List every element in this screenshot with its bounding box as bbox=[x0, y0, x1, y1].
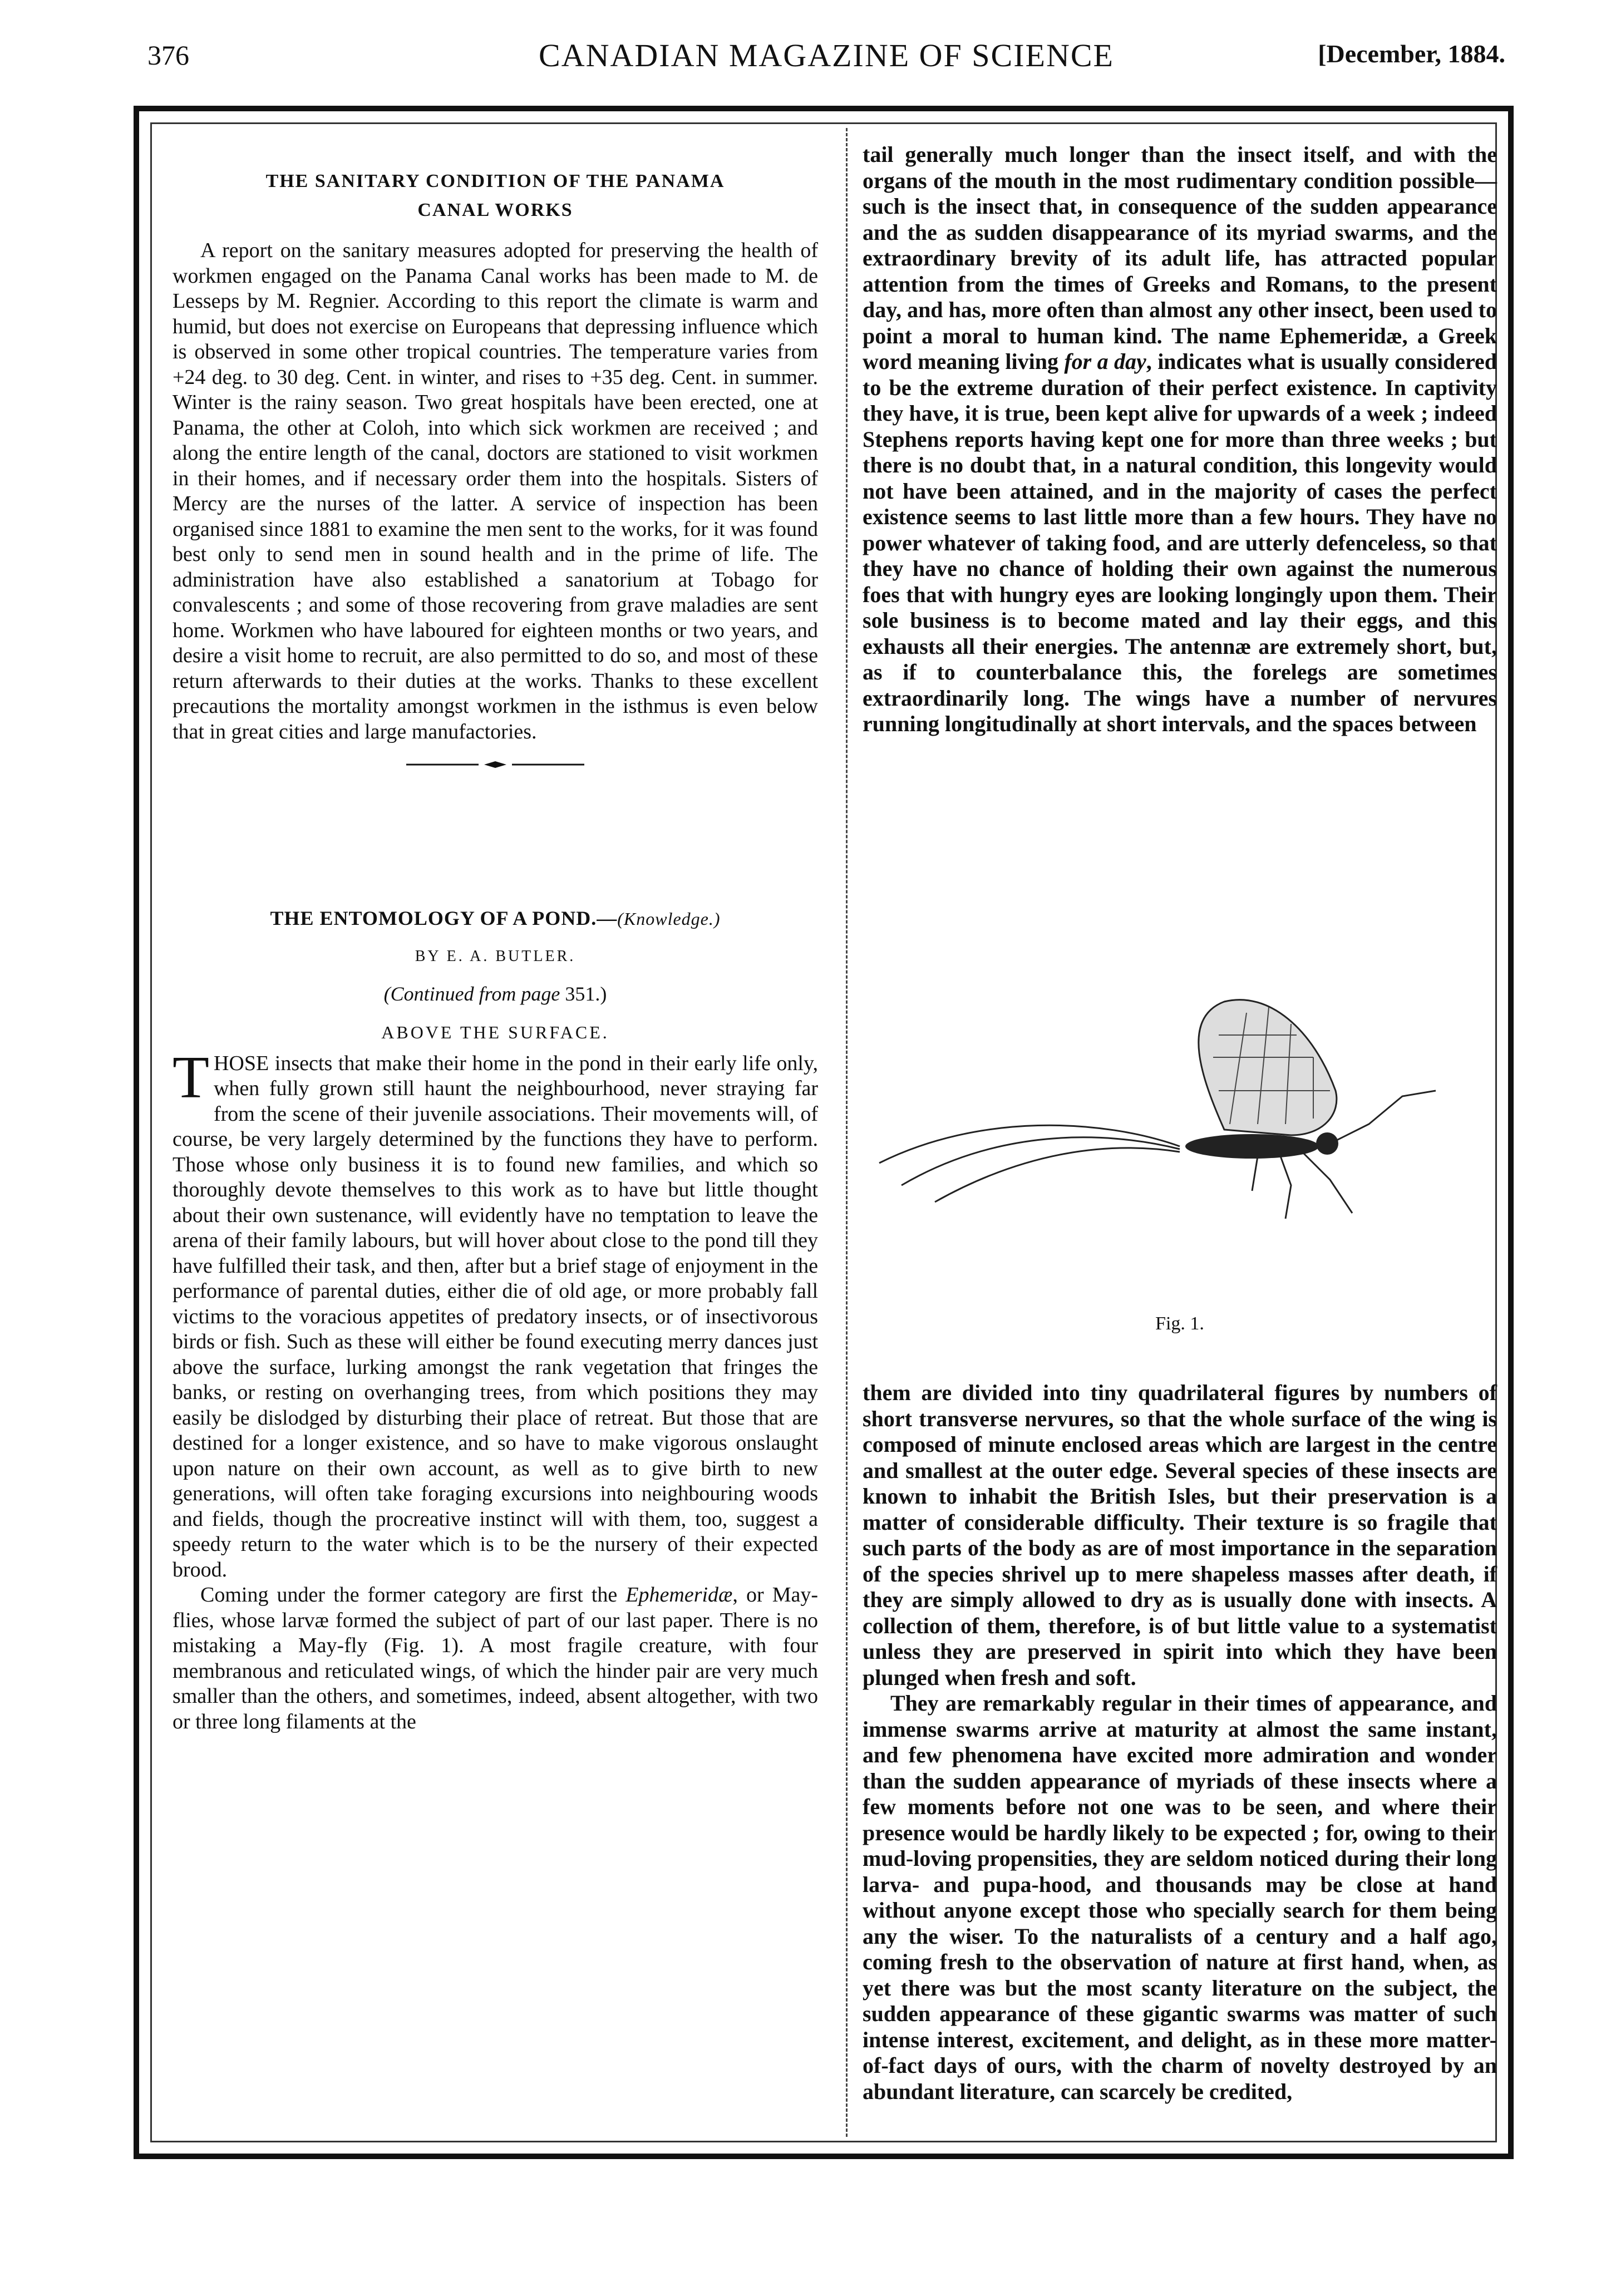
ornament-rule bbox=[406, 759, 584, 770]
section-ornament bbox=[173, 752, 818, 778]
article2-byline: BY E. A. BUTLER. bbox=[415, 948, 576, 965]
right-bottom-paragraph-2: They are remarkably regular in their times of appearance, and immense swarms arrive at maturity at almost the same instant, and few phenomena have excited more admiration and wonder than the sudden appearance of myriads of these insects where a few moments before not one was to be seen, and where their presence would be hardly likely to be expected ; for, owing to their mud-loving propensities, they are seldom noticed during their long larva- and pupa-hood, and thousands may be close at hand without anyone except those who specially search for them being any the wiser. To the naturalists of a century and a half ago, coming fresh to the observation of nature at first hand, when, as yet there was but the most scanty literature on the subject, the sudden appearance of these gigantic swarms was matter of such intense interest, excitement, and delight, as in these more matter-of-fact days of ours, with the charm of novelty destroyed by an abundant literature, can scarcely be credited, bbox=[863, 1691, 1497, 2104]
figure-caption: Fig. 1. bbox=[1155, 1313, 1204, 1334]
article1-title bbox=[173, 167, 818, 225]
article2-p2-start: Coming under the former category are first the bbox=[200, 1583, 618, 1607]
article2-title bbox=[173, 906, 818, 932]
right-top-text-b: , indicates what is usually considered to be the extreme duration of their perfect existence. In captivity they have, it is true, been kept alive for upwards of a week ; indeed Stephens reports having kept one for more than three weeks ; but there is no doubt that, in a natural condition, this longevity would not have been attained, and in the majority of cases the perfect existence seems to last little more than a few hours. They have no power whatever of taking food, and are utterly defenceless, so that they have no chance of holding their own against the numerous foes that with hungry eyes are looking longingly upon them. Their sole business is to become mated and lay their eggs, and this exhausts all their energies. The antennæ are extremely short, but, as if to counterbalance this, the forelegs are sometimes extraordinarily long. The wings have a number of nervures running longitudinally at short intervals, and the spaces between bbox=[863, 349, 1497, 736]
article2-p2-rest: , or May-flies, whose larvæ formed the subject of part of our last paper. There is no mistaking a May-fly (Fig. 1). A most fragile creature, with four membranous and reticulated wings, of which the hinder pair are very much smaller than the others, and sometimes, indeed, absent altogether, with two or three long filaments at the bbox=[173, 1583, 819, 1733]
page-frame bbox=[134, 106, 1514, 2159]
right-column-top bbox=[863, 142, 1497, 737]
article1-title-line1: THE SANITARY CONDITION OF THE PANAMA bbox=[265, 171, 725, 191]
column-divider bbox=[846, 128, 848, 2137]
article2-subhead: ABOVE THE SURFACE. bbox=[381, 1022, 609, 1042]
right-top-text-a: tail generally much longer than the insect itself, and with the organs of the mouth in the most rudimentary condition possible—such is the insect that, in consequence of the sudden appearance and the as sudden disappearance of its myriad swarms, and the extraordinary brevity of its adult life, has attracted popular attention from the times of Greeks and Romans, to the present day, and has, more often than almost any other insect, been used to point a moral to human kind. The name Ephemeridæ, a Greek word meaning living bbox=[863, 142, 1497, 374]
article2-p2-emphasis: Ephemeridæ bbox=[625, 1583, 733, 1607]
continued-page: 351.) bbox=[565, 982, 607, 1005]
left-column bbox=[173, 167, 818, 1735]
right-top-paragraph bbox=[863, 142, 1497, 737]
right-top-emphasis: for a day bbox=[1064, 349, 1146, 374]
article1-body: A report on the sanitary measures adopted for preserving the health of workmen engaged on the Panama Canal works has been made to M. de Lesseps by M. Regnier. According to this report the climate is warm and humid, but does not exercise on Europeans that depressing influence which is observed in some other tropical countries. The temperature varies from +24 deg. to 30 deg. Cent. in winter, and rises to +35 deg. Cent. in summer. Winter is the rainy season. Two great hospitals have been erected, one at Panama, the other at Coloh, into which sick workmen are received ; and along the entire length of the canal, doctors are stationed to visit workmen in their homes, and if necessary order them into the hospitals. Sisters of Mercy are the nurses of the latter. A service of inspection has been organised since 1881 to examine the men sent to the works, for it was found best only to send men in sound health and in the prime of life. The administration have also established a sanatorium at Tobago for convalescents ; and some of those recovering from grave maladies are sent home. Workmen who have laboured for eighteen months or two years, and desire a visit home to recruit, are also permitted to do so, and most of these return afterwards to their duties at the works. Thanks to these excellent precautions the mortality amongst workmen in the isthmus is even below that in great cities and large manufactories. bbox=[173, 239, 818, 743]
continued-prefix: (Continued from page bbox=[383, 982, 560, 1005]
issue-date: [December, 1884. bbox=[1318, 40, 1505, 68]
drop-cap: T bbox=[173, 1044, 209, 1111]
article2-continued bbox=[173, 982, 818, 1007]
article2-p1-text: HOSE insects that make their home in the pond in their early life only, when fully grown still haunt the neighbourhood, never straying far from the scene of their juvenile associations. Their movements will, of course, be very largely determined by the functions they have to perform. Those whose only business it is to found new families, and which so thoroughly devote themselves to this work as to have but little thought about their own sustenance, will evidently have no temptation to leave the arena of their family labours, but will hover about close to the pond till they have fulfilled their task, and then, after but a brief stage of enjoyment in the performance of parental duties, either die of old age, or more probably fall victims to the voracious appetites of predatory insects, or of insectivorous birds or fish. Such as these will either be found executing merry dances just above the surface, lurking amongst the rank vegetation that fringes the banks, or resting on overhanging trees, from which positions they may easily be dislodged by disturbing their place of retreat. But those that are destined for a longer existence, and so have to make vigorous onslaught upon nature on their own account, as well as to give birth to new generations, will often take foraging excursions into neighbouring woods and fields, though the procreative instinct will with them, too, suggest a speedy return to the water which is to be the nursery of their expected brood. bbox=[173, 1051, 818, 1581]
article2-title-text: THE ENTOMOLOGY OF A POND.— bbox=[270, 906, 618, 929]
page-number: 376 bbox=[147, 40, 189, 71]
article1-title-line2: CANAL WORKS bbox=[417, 200, 573, 220]
mayfly-illustration bbox=[868, 979, 1491, 1291]
magazine-title: CANADIAN MAGAZINE OF SCIENCE bbox=[539, 37, 1114, 73]
right-column-bottom bbox=[863, 1380, 1497, 2105]
right-bottom-paragraph-1: them are divided into tiny quadrilateral figures by numbers of short transverse nervures, so that the whole surface of the wing is composed of minute enclosed areas which are largest in the centre and smallest at the outer edge. Several species of these insects are known to inhabit the British Isles, but their preservation is a matter of considerable difficulty. Their texture is so fragile that such parts of the body as are of most importance in the separation of the species shrivel up to mere shapeless masses after death, if they are simply allowed to dry as is usually done with insects. A collection of them, therefore, is of but little value to a systematist unless they are preserved in spirit into which they have been plunged when fresh and soft. bbox=[863, 1380, 1497, 1690]
page-header bbox=[147, 33, 1505, 83]
article2-paragraph-2 bbox=[173, 1583, 818, 1735]
article2-source: (Knowledge.) bbox=[617, 908, 721, 929]
article2-paragraph-1 bbox=[173, 1044, 818, 1583]
figure-1 bbox=[868, 979, 1491, 1358]
